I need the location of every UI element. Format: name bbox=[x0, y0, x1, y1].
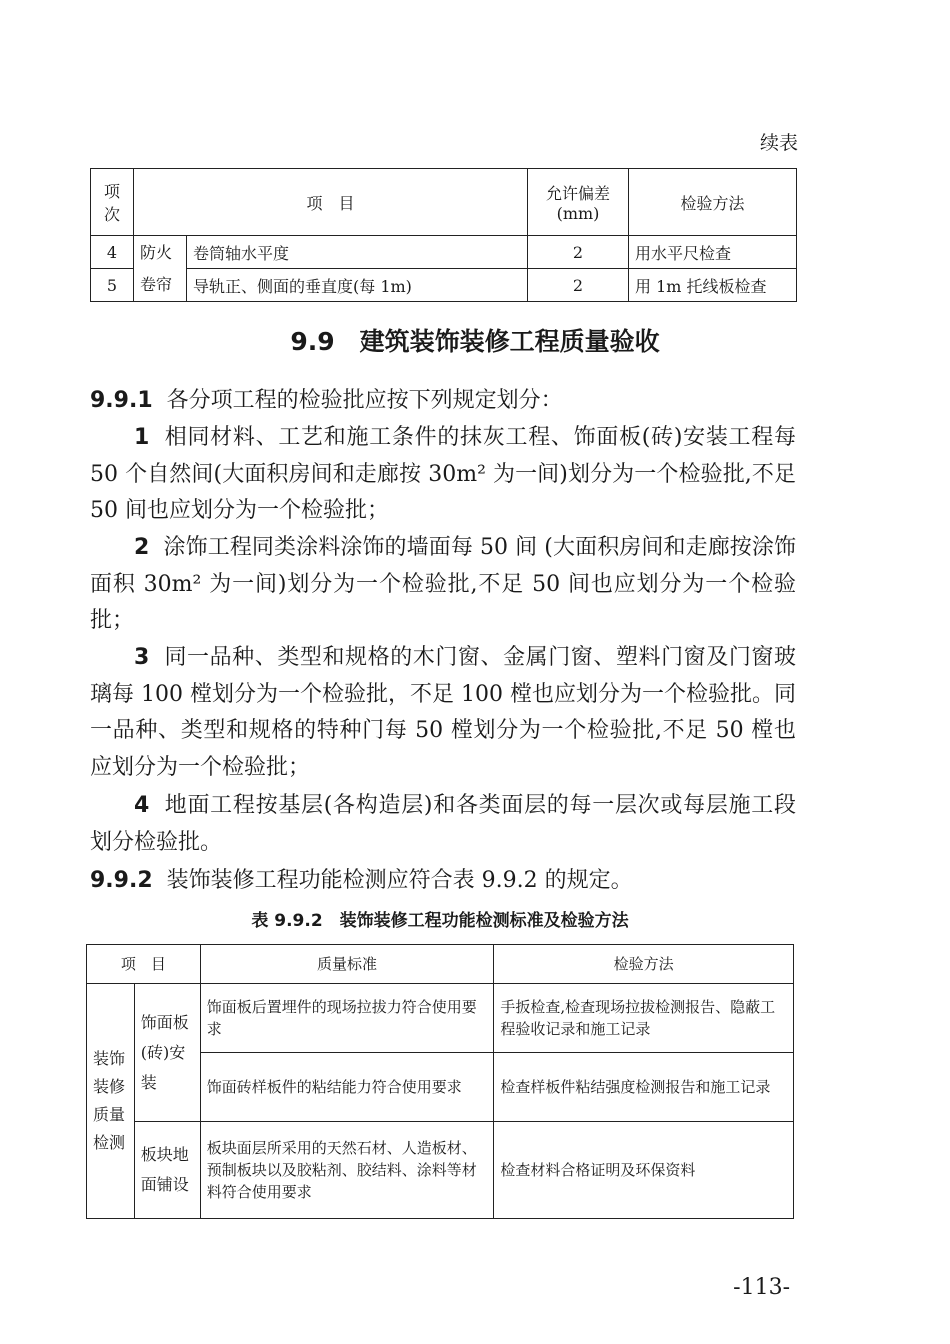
group-label: 防火 卷帘 bbox=[134, 236, 187, 302]
header-item: 项 目 bbox=[134, 169, 528, 236]
item-1 bbox=[90, 420, 796, 530]
row-standard: 板块面层所采用的天然石材、人造板材、预制板块以及胶粘剂、胶结料、涂料等材料符合使用要求 bbox=[200, 1122, 494, 1219]
item-number: 3 bbox=[134, 645, 150, 670]
clause-9-9-2 bbox=[90, 863, 796, 900]
table-header-row bbox=[91, 169, 797, 236]
table-caption: 表 9.9.2 装饰装修工程功能检测标准及检验方法 bbox=[251, 911, 629, 931]
item-3 bbox=[90, 640, 796, 786]
row-no: 5 bbox=[91, 269, 134, 302]
header-method: 检验方法 bbox=[629, 169, 797, 236]
item-number: 1 bbox=[134, 425, 150, 450]
continued-label: 续表 bbox=[759, 132, 798, 154]
table-row bbox=[91, 236, 797, 269]
clause-number: 9.9.2 bbox=[90, 868, 153, 893]
row-method: 用 1m 托线板检查 bbox=[629, 269, 797, 302]
item-text: 同一品种、类型和规格的木门窗、金属门窗、塑料门窗及门窗玻璃每 100 樘划分为一个检验批，不足 100 樘也应划分为一个检验批。同一品种、类型和规格的特种门每 50 樘划分为一个检验批,不足 50 樘也应划分为一个检验批； bbox=[90, 645, 796, 780]
row-standard: 饰面砖样板件的粘结能力符合使用要求 bbox=[200, 1053, 494, 1122]
item-text: 相同材料、工艺和施工条件的抹灰工程、饰面板(砖)安装工程每 50 个自然间(大面积房间和走廊按 30m² 为一间)划分为一个检验批,不足 50 间也应划分为一个检验批； bbox=[90, 425, 796, 523]
item-number: 4 bbox=[134, 793, 150, 818]
table-header-row bbox=[87, 945, 794, 984]
row-method: 检查样板件粘结强度检测报告和施工记录 bbox=[494, 1053, 794, 1122]
table-row bbox=[87, 1122, 794, 1219]
table-row bbox=[91, 269, 797, 302]
clause-text: 装饰装修工程功能检测应符合表 9.9.2 的规定。 bbox=[166, 868, 633, 893]
sub-category-label: 饰面板 (砖)安 装 bbox=[134, 984, 200, 1122]
row-method: 用水平尺检查 bbox=[629, 236, 797, 269]
row-method: 手扳检查,检查现场拉拔检测报告、隐蔽工程验收记录和施工记录 bbox=[494, 984, 794, 1053]
tolerance-table bbox=[90, 168, 797, 302]
sub-category-label: 板块地 面铺设 bbox=[134, 1122, 200, 1219]
table-row bbox=[87, 984, 794, 1053]
item-text: 涂饰工程同类涂料涂饰的墙面每 50 间 (大面积房间和走廊按涂饰面积 30m² 为一间)划分为一个检验批,不足 50 间也应划分为一个检验批； bbox=[90, 535, 796, 633]
header-tolerance: 允许偏差 (mm) bbox=[528, 169, 629, 236]
header-item-no: 项 次 bbox=[91, 169, 134, 236]
row-no: 4 bbox=[91, 236, 134, 269]
item-number: 2 bbox=[134, 535, 150, 560]
item-4 bbox=[90, 788, 796, 861]
function-test-table bbox=[86, 944, 794, 1219]
header-standard: 质量标准 bbox=[200, 945, 494, 984]
row-method: 检查材料合格证明及环保资料 bbox=[494, 1122, 794, 1219]
clause-9-9-1 bbox=[90, 383, 796, 420]
row-desc: 导轨正、侧面的垂直度(每 1m) bbox=[187, 269, 528, 302]
section-title: 9.9 建筑装饰装修工程质量验收 bbox=[290, 327, 660, 356]
header-item: 项 目 bbox=[87, 945, 201, 984]
item-2 bbox=[90, 530, 796, 640]
item-text: 地面工程按基层(各构造层)和各类面层的每一层次或每层施工段划分检验批。 bbox=[90, 793, 796, 855]
row-standard: 饰面板后置埋件的现场拉拔力符合使用要求 bbox=[200, 984, 494, 1053]
clause-number: 9.9.1 bbox=[90, 388, 153, 413]
row-tolerance: 2 bbox=[528, 269, 629, 302]
page-number: -113- bbox=[733, 1275, 790, 1300]
clause-text: 各分项工程的检验批应按下列规定划分： bbox=[166, 388, 563, 413]
row-tolerance: 2 bbox=[528, 236, 629, 269]
category-label: 装饰 装修 质量 检测 bbox=[87, 984, 135, 1219]
row-desc: 卷筒轴水平度 bbox=[187, 236, 528, 269]
header-method: 检验方法 bbox=[494, 945, 794, 984]
